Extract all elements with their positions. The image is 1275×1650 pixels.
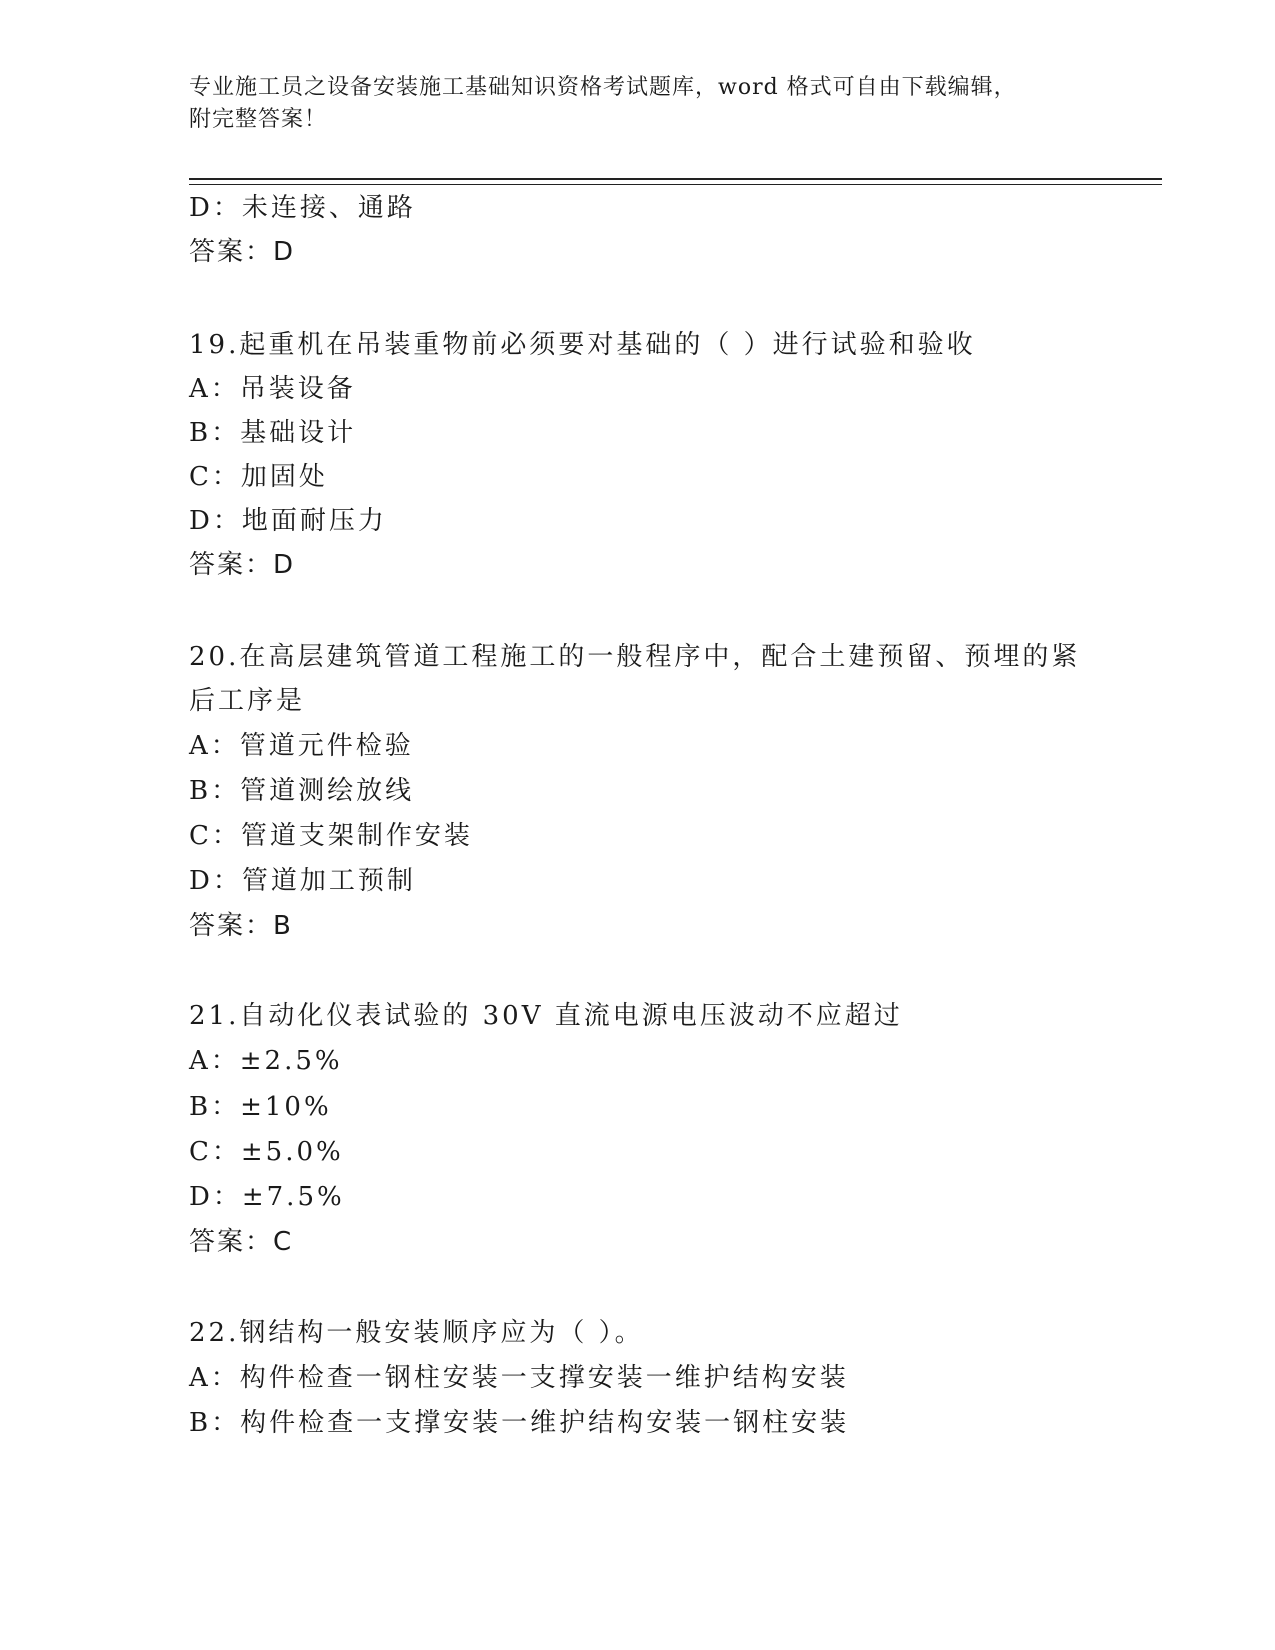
- q21-option-a: A：±2.5%: [189, 1046, 343, 1076]
- q20-answer: 答案：B: [189, 911, 293, 941]
- q20-option-c: C：管道支架制作安装: [189, 821, 473, 851]
- q18-answer: 答案：D: [189, 237, 296, 267]
- header-line-1: 专业施工员之设备安装施工基础知识资格考试题库，word 格式可自由下载编辑，: [189, 75, 1017, 100]
- q20-stem-line-2: 后工序是: [189, 686, 306, 716]
- q20-option-d: D：管道加工预制: [189, 866, 416, 896]
- q22-option-b: B：构件检查一支撑安装一维护结构安装一钢柱安装: [189, 1408, 850, 1438]
- q21-option-d: D：±7.5%: [189, 1182, 345, 1212]
- q21-option-b: B：±10%: [189, 1092, 332, 1122]
- q21-stem: 21.自动化仪表试验的 30V 直流电源电压波动不应超过: [189, 1001, 903, 1031]
- header-divider-thick: [189, 178, 1162, 180]
- q19-option-a: A：吊装设备: [189, 374, 356, 404]
- q22-stem: 22.钢结构一般安装顺序应为（ ）。: [189, 1318, 644, 1348]
- q21-answer: 答案：C: [189, 1227, 294, 1257]
- header-line-2: 附完整答案！: [189, 107, 328, 132]
- q22-option-a: A：构件检查一钢柱安装一支撑安装一维护结构安装: [189, 1363, 849, 1393]
- q20-stem-line-1: 20.在高层建筑管道工程施工的一般程序中，配合土建预留、预埋的紧: [189, 642, 1081, 672]
- page-header: [189, 72, 1089, 136]
- q19-option-b: B：基础设计: [189, 418, 357, 448]
- q19-stem: 19.起重机在吊装重物前必须要对基础的（ ）进行试验和验收: [189, 330, 976, 360]
- q21-option-c: C：±5.0%: [189, 1137, 344, 1167]
- header-divider-thin: [189, 184, 1162, 185]
- q18-option-d: D：未连接、通路: [189, 193, 416, 223]
- q19-option-c: C：加固处: [189, 462, 328, 492]
- q20-option-b: B：管道测绘放线: [189, 776, 415, 806]
- q20-option-a: A：管道元件检验: [189, 731, 414, 761]
- q19-answer: 答案：D: [189, 550, 296, 580]
- q19-option-d: D：地面耐压力: [189, 506, 387, 536]
